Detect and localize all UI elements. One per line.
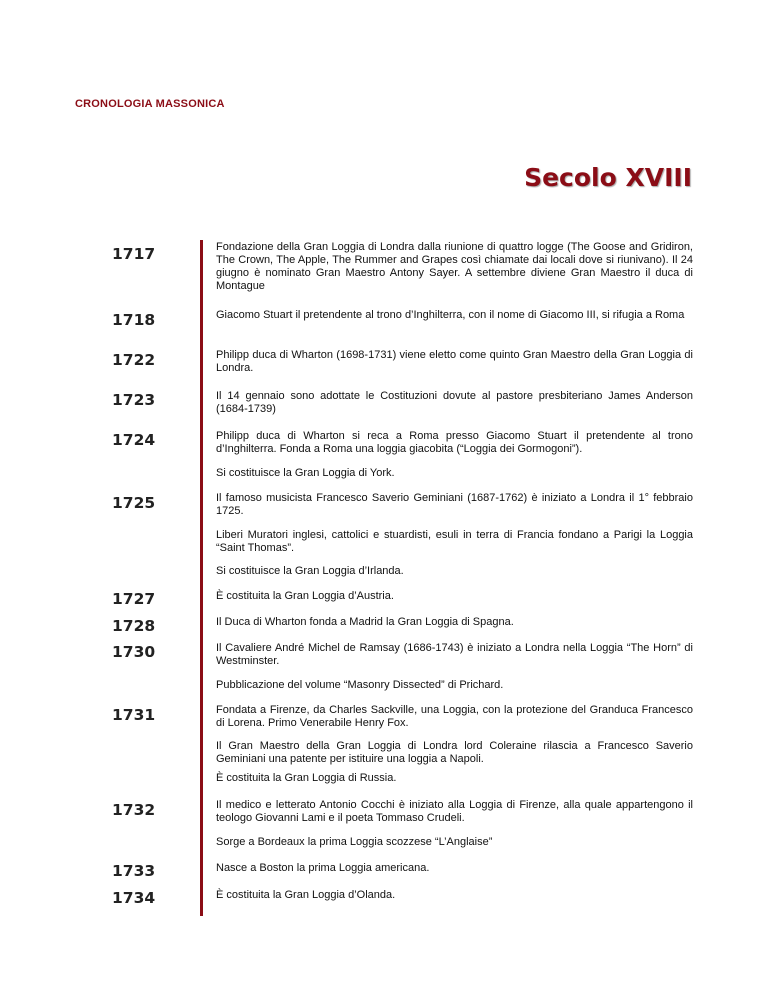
timeline-entry: Sorge a Bordeaux la prima Loggia scozzese “L’Anglaise” — [216, 836, 493, 848]
timeline-entry: Il famoso musicista Francesco Saverio Geminiani (1687-1762) è iniziato a Londra il 1° febbraio 1725. — [216, 492, 693, 517]
year-label: 1727 — [112, 590, 156, 608]
timeline-entry: Philipp duca di Wharton (1698-1731) viene eletto come quinto Gran Maestro della Gran Loggia di Londra. — [216, 349, 693, 374]
timeline-entry: Si costituisce la Gran Loggia d’Irlanda. — [216, 565, 404, 577]
timeline-entry: Il Duca di Wharton fonda a Madrid la Gran Loggia di Spagna. — [216, 616, 514, 628]
year-label: 1724 — [112, 431, 156, 449]
section-title: Secolo XVIII — [524, 163, 692, 192]
timeline-entry: È costituita la Gran Loggia d’Austria. — [216, 590, 394, 602]
timeline-entry: Il medico e letterato Antonio Cocchi è iniziato alla Loggia di Firenze, alla quale appartengono il teologo Giovanni Lami e il poeta Tommaso Crudeli. — [216, 799, 693, 824]
timeline-entry: Philipp duca di Wharton si reca a Roma presso Giacomo Stuart il pretendente al trono d’Inghilterra. Fonda a Roma una loggia giacobita (“Loggia dei Gormogoni”). — [216, 430, 693, 455]
year-label: 1732 — [112, 801, 156, 819]
year-label: 1725 — [112, 494, 156, 512]
timeline-entry: Il 14 gennaio sono adottate le Costituzioni dovute al pastore presbiteriano James Anderson (1684-1739) — [216, 390, 693, 415]
timeline-entry: Nasce a Boston la prima Loggia americana. — [216, 862, 430, 874]
timeline-entry: Fondata a Firenze, da Charles Sackville, una Loggia, con la protezione del Granduca Francesco di Lorena. Primo Venerabile Henry Fox. — [216, 704, 693, 729]
timeline-entry: Il Cavaliere André Michel de Ramsay (1686-1743) è iniziato a Londra nella Loggia “The Horn” di Westminster. — [216, 642, 693, 667]
timeline-entry: Giacomo Stuart il pretendente al trono d’Inghilterra, con il nome di Giacomo III, si rifugia a Roma — [216, 309, 685, 321]
year-label: 1733 — [112, 862, 156, 880]
year-label: 1731 — [112, 706, 156, 724]
year-label: 1730 — [112, 643, 156, 661]
timeline-entry: È costituita la Gran Loggia di Russia. — [216, 772, 397, 784]
timeline-entry: Il Gran Maestro della Gran Loggia di Londra lord Coleraine rilascia a Francesco Saverio Geminiani una patente per istituire una loggia a Napoli. — [216, 740, 693, 765]
timeline-entry: È costituita la Gran Loggia d’Olanda. — [216, 889, 396, 901]
year-label: 1734 — [112, 889, 156, 907]
timeline-entry: Liberi Muratori inglesi, cattolici e stuardisti, esuli in terra di Francia fondano a Parigi la Loggia “Saint Thomas”. — [216, 529, 693, 554]
timeline-entry: Si costituisce la Gran Loggia di York. — [216, 467, 395, 479]
timeline-entry: Pubblicazione del volume “Masonry Dissected” di Prichard. — [216, 679, 504, 691]
year-label: 1722 — [112, 351, 156, 369]
year-label: 1723 — [112, 391, 156, 409]
timeline-divider — [200, 240, 203, 916]
timeline-entry: Fondazione della Gran Loggia di Londra dalla riunione di quattro logge (The Goose and Gridiron, The Crown, The Apple, The Rummer and Grapes così chiamate dai locali dove si riunivano). Il 24 giugno è nominato Gran Maestro Antony Sayer. A settembre diviene Gran Maestro il duca di Montague — [216, 241, 693, 292]
year-label: 1717 — [112, 245, 156, 263]
year-label: 1718 — [112, 311, 156, 329]
year-label: 1728 — [112, 617, 156, 635]
document-header: CRONOLOGIA MASSONICA — [75, 98, 225, 110]
